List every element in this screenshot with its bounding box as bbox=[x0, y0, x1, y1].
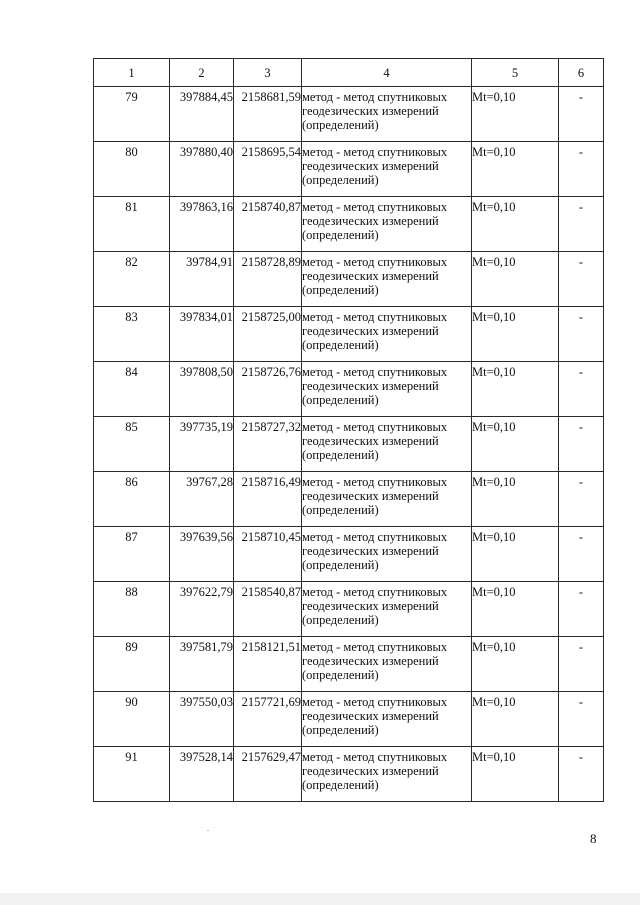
point-number-cell: 91 bbox=[94, 747, 170, 802]
point-number-cell: 89 bbox=[94, 637, 170, 692]
table-row bbox=[94, 252, 604, 307]
table-row bbox=[94, 307, 604, 362]
accuracy-cell: Mt=0,10 bbox=[472, 417, 559, 472]
method-cell: метод - метод спутниковых геодезических измерений (определений) bbox=[302, 637, 472, 692]
header-cell-3: 3 bbox=[234, 59, 302, 87]
point-number-cell: 88 bbox=[94, 582, 170, 637]
header-cell-5: 5 bbox=[472, 59, 559, 87]
page-number: 8 bbox=[590, 831, 597, 846]
accuracy-cell: Mt=0,10 bbox=[472, 142, 559, 197]
table-row bbox=[94, 417, 604, 472]
method-cell: метод - метод спутниковых геодезических измерений (определений) bbox=[302, 362, 472, 417]
note-cell: - bbox=[559, 417, 604, 472]
method-cell: метод - метод спутниковых геодезических измерений (определений) bbox=[302, 307, 472, 362]
note-cell: - bbox=[559, 747, 604, 802]
method-cell: метод - метод спутниковых геодезических измерений (определений) bbox=[302, 417, 472, 472]
x-coordinate-cell: 397735,19 bbox=[170, 417, 234, 472]
method-cell: метод - метод спутниковых геодезических измерений (определений) bbox=[302, 747, 472, 802]
note-cell: - bbox=[559, 582, 604, 637]
method-cell: метод - метод спутниковых геодезических измерений (определений) bbox=[302, 692, 472, 747]
accuracy-cell: Mt=0,10 bbox=[472, 472, 559, 527]
note-cell: - bbox=[559, 252, 604, 307]
method-cell: метод - метод спутниковых геодезических измерений (определений) bbox=[302, 87, 472, 142]
x-coordinate-cell: 397834,01 bbox=[170, 307, 234, 362]
table-row bbox=[94, 87, 604, 142]
x-coordinate-cell: 397550,03 bbox=[170, 692, 234, 747]
note-cell: - bbox=[559, 362, 604, 417]
accuracy-cell: Mt=0,10 bbox=[472, 637, 559, 692]
point-number-cell: 81 bbox=[94, 197, 170, 252]
y-coordinate-cell: 2157721,69 bbox=[234, 692, 302, 747]
scan-speck bbox=[207, 830, 209, 831]
method-cell: метод - метод спутниковых геодезических измерений (определений) bbox=[302, 197, 472, 252]
x-coordinate-cell: 39767,28 bbox=[170, 472, 234, 527]
table-row bbox=[94, 362, 604, 417]
point-number-cell: 84 bbox=[94, 362, 170, 417]
table-header bbox=[94, 59, 604, 87]
x-coordinate-cell: 397808,50 bbox=[170, 362, 234, 417]
y-coordinate-cell: 2158725,00 bbox=[234, 307, 302, 362]
method-cell: метод - метод спутниковых геодезических измерений (определений) bbox=[302, 527, 472, 582]
table-row bbox=[94, 142, 604, 197]
y-coordinate-cell: 2158728,89 bbox=[234, 252, 302, 307]
table-body bbox=[94, 87, 604, 802]
y-coordinate-cell: 2158727,32 bbox=[234, 417, 302, 472]
x-coordinate-cell: 39784,91 bbox=[170, 252, 234, 307]
note-cell: - bbox=[559, 472, 604, 527]
x-coordinate-cell: 397863,16 bbox=[170, 197, 234, 252]
x-coordinate-cell: 397639,56 bbox=[170, 527, 234, 582]
y-coordinate-cell: 2158121,51 bbox=[234, 637, 302, 692]
note-cell: - bbox=[559, 637, 604, 692]
accuracy-cell: Mt=0,10 bbox=[472, 252, 559, 307]
method-cell: метод - метод спутниковых геодезических измерений (определений) bbox=[302, 142, 472, 197]
y-coordinate-cell: 2158540,87 bbox=[234, 582, 302, 637]
point-number-cell: 85 bbox=[94, 417, 170, 472]
accuracy-cell: Mt=0,10 bbox=[472, 362, 559, 417]
header-cell-4: 4 bbox=[302, 59, 472, 87]
note-cell: - bbox=[559, 692, 604, 747]
accuracy-cell: Mt=0,10 bbox=[472, 307, 559, 362]
point-number-cell: 82 bbox=[94, 252, 170, 307]
accuracy-cell: Mt=0,10 bbox=[472, 527, 559, 582]
header-cell-1: 1 bbox=[94, 59, 170, 87]
table-row bbox=[94, 637, 604, 692]
y-coordinate-cell: 2158726,76 bbox=[234, 362, 302, 417]
page-bottom-edge bbox=[0, 893, 640, 905]
table-row bbox=[94, 472, 604, 527]
note-cell: - bbox=[559, 527, 604, 582]
method-cell: метод - метод спутниковых геодезических измерений (определений) bbox=[302, 472, 472, 527]
point-number-cell: 87 bbox=[94, 527, 170, 582]
y-coordinate-cell: 2158740,87 bbox=[234, 197, 302, 252]
coordinates-table bbox=[93, 58, 604, 802]
table-row bbox=[94, 582, 604, 637]
x-coordinate-cell: 397581,79 bbox=[170, 637, 234, 692]
y-coordinate-cell: 2158681,59 bbox=[234, 87, 302, 142]
note-cell: - bbox=[559, 307, 604, 362]
method-cell: метод - метод спутниковых геодезических измерений (определений) bbox=[302, 582, 472, 637]
table-row bbox=[94, 692, 604, 747]
point-number-cell: 80 bbox=[94, 142, 170, 197]
accuracy-cell: Mt=0,10 bbox=[472, 87, 559, 142]
accuracy-cell: Mt=0,10 bbox=[472, 692, 559, 747]
table-row bbox=[94, 747, 604, 802]
note-cell: - bbox=[559, 197, 604, 252]
y-coordinate-cell: 2157629,47 bbox=[234, 747, 302, 802]
accuracy-cell: Mt=0,10 bbox=[472, 582, 559, 637]
y-coordinate-cell: 2158710,45 bbox=[234, 527, 302, 582]
method-cell: метод - метод спутниковых геодезических измерений (определений) bbox=[302, 252, 472, 307]
accuracy-cell: Mt=0,10 bbox=[472, 197, 559, 252]
table-row bbox=[94, 527, 604, 582]
note-cell: - bbox=[559, 142, 604, 197]
header-cell-2: 2 bbox=[170, 59, 234, 87]
x-coordinate-cell: 397884,45 bbox=[170, 87, 234, 142]
accuracy-cell: Mt=0,10 bbox=[472, 747, 559, 802]
point-number-cell: 86 bbox=[94, 472, 170, 527]
point-number-cell: 79 bbox=[94, 87, 170, 142]
x-coordinate-cell: 397622,79 bbox=[170, 582, 234, 637]
x-coordinate-cell: 397880,40 bbox=[170, 142, 234, 197]
table-row bbox=[94, 197, 604, 252]
y-coordinate-cell: 2158716,49 bbox=[234, 472, 302, 527]
header-cell-6: 6 bbox=[559, 59, 604, 87]
point-number-cell: 90 bbox=[94, 692, 170, 747]
point-number-cell: 83 bbox=[94, 307, 170, 362]
y-coordinate-cell: 2158695,54 bbox=[234, 142, 302, 197]
note-cell: - bbox=[559, 87, 604, 142]
x-coordinate-cell: 397528,14 bbox=[170, 747, 234, 802]
header-row bbox=[94, 59, 604, 87]
